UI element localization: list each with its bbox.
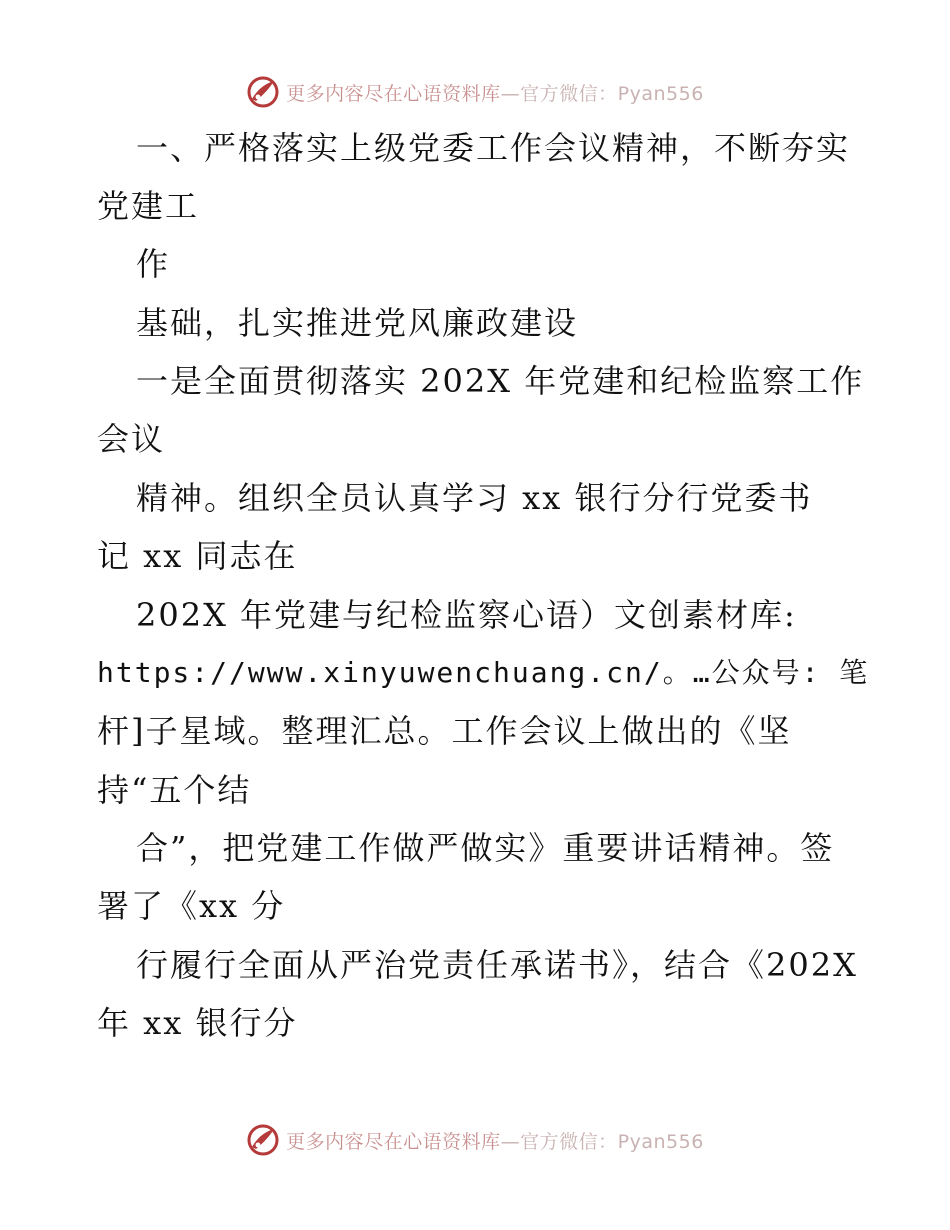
text-line: 作 (136, 245, 171, 283)
header-watermark-rest: —官方微信：Pyan556 (500, 82, 704, 105)
footer-watermark (0, 1120, 950, 1160)
text-line: 记 xx 同志在 (97, 537, 298, 575)
footer-watermark-main: 更多内容尽在心语资料库 (286, 1130, 501, 1153)
text-line: 一是全面贯彻落实 202X 年党建和纪检监察工作 (136, 362, 865, 400)
text-line: 精神。组织全员认真学习 xx 银行分行党委书 (136, 479, 813, 517)
text-line: 年 xx 银行分 (97, 1004, 298, 1042)
footer-watermark-text (286, 1127, 704, 1154)
text-line: 党建工 (97, 187, 200, 225)
text-line: 持“五个结 (97, 771, 252, 809)
text-line: 杆]子星域。整理汇总。工作会议上做出的《坚 (97, 712, 792, 750)
text-line: 会议 (97, 420, 166, 458)
text-line: 一、严格落实上级党委工作会议精神，不断夯实 (136, 129, 851, 167)
header-watermark-main: 更多内容尽在心语资料库 (286, 82, 501, 105)
text-line: https://www.xinyuwenchuang.cn/。…公众号: 笔 (97, 656, 870, 689)
text-line: 署了《xx 分 (97, 887, 286, 925)
text-line: 合”，把党建工作做严做实》重要讲话精神。签 (136, 829, 835, 867)
text-line: 202X 年党建与纪检监察心语）文创素材库: (136, 596, 797, 634)
footer-watermark-rest: —官方微信：Pyan556 (500, 1130, 704, 1153)
text-line: 基础，扎实推进党风廉政建设 (136, 304, 579, 342)
pen-logo-icon (246, 1123, 280, 1157)
text-line: 行履行全面从严治党责任承诺书》，结合《202X (136, 946, 858, 984)
